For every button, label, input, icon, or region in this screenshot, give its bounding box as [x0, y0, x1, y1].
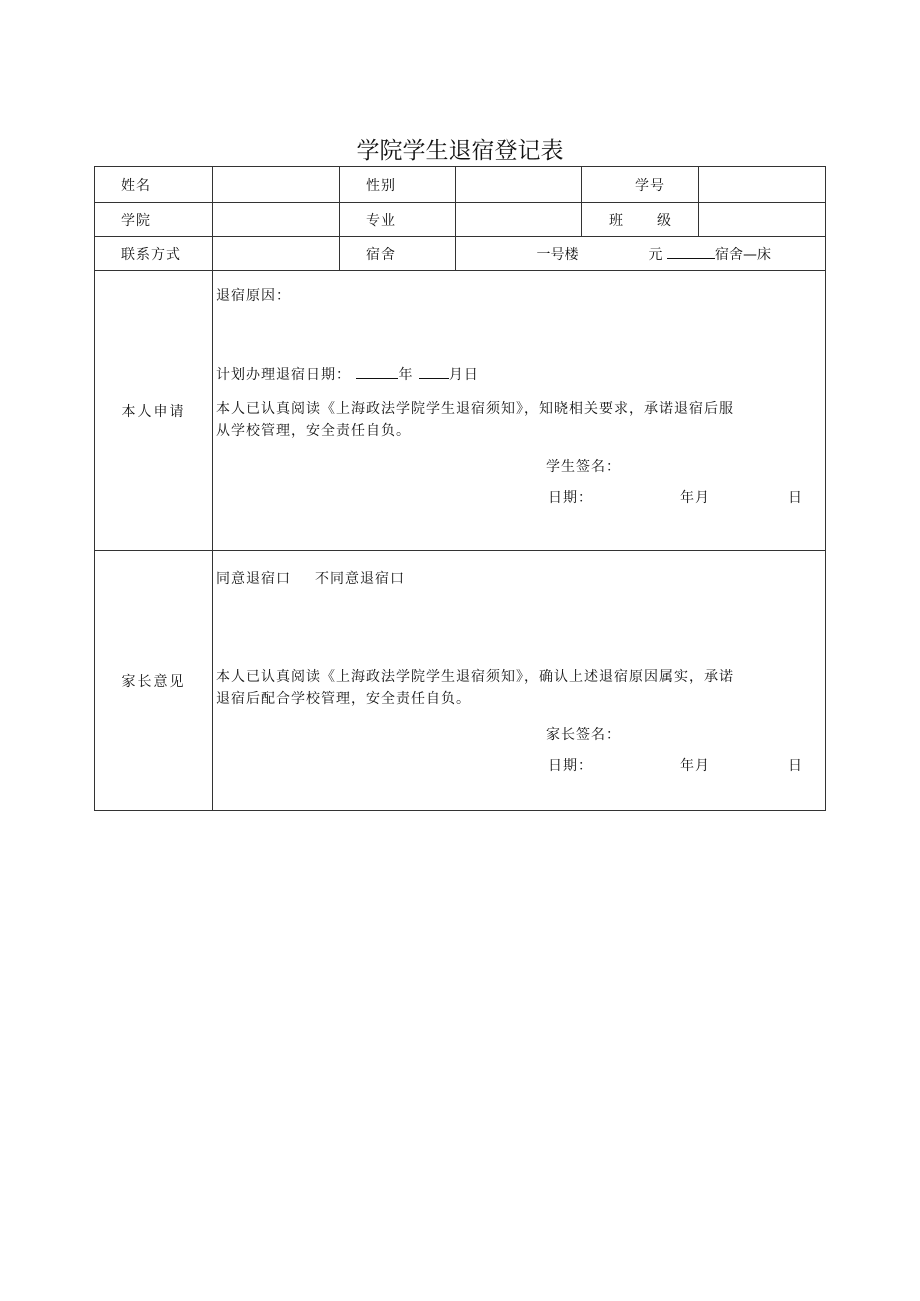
parent-signature-label: 家长签名：: [546, 727, 621, 743]
parent-date-year-month: 年月: [680, 758, 710, 774]
major-label: 专业: [340, 203, 456, 237]
row-parent: [95, 551, 826, 811]
application-content: [213, 271, 826, 551]
plan-year-blank[interactable]: [356, 366, 398, 379]
parent-statement-line1: 本人已认真阅读《上海政法学院学生退宿须知》，确认上述退宿原因属实，承诺: [216, 669, 734, 685]
class-label-suffix: 级: [657, 212, 671, 229]
name-field[interactable]: [213, 167, 340, 203]
dorm-building: 一号楼: [536, 246, 579, 263]
row-application: [95, 271, 826, 551]
dorm-label: 宿舍: [340, 237, 456, 271]
application-side-label: 本人申请: [95, 271, 213, 551]
student-signature-label: 学生签名：: [546, 459, 621, 475]
dorm-room: 宿舍: [715, 246, 743, 263]
student-date-line: [216, 487, 815, 509]
class-label: 班: [609, 212, 623, 229]
row-name: [95, 167, 826, 203]
college-label: 学院: [95, 203, 213, 237]
plan-year-label: 年: [398, 367, 414, 383]
agree-option[interactable]: 同意退宿口: [216, 571, 291, 587]
student-date-day: 日: [788, 490, 803, 506]
gender-field[interactable]: [456, 167, 582, 203]
dorm-bed: —床: [743, 246, 771, 263]
parent-date-day: 日: [788, 758, 803, 774]
disagree-option[interactable]: 不同意退宿口: [315, 571, 405, 587]
plan-date-label: 计划办理退宿日期：: [216, 367, 351, 383]
class-label-cell: [582, 203, 699, 237]
dorm-room-blank[interactable]: [667, 246, 715, 259]
application-statement-line1: 本人已认真阅读《上海政法学院学生退宿须知》，知晓相关要求，承诺退宿后服: [216, 401, 734, 417]
plan-date-line: [216, 364, 815, 386]
college-field[interactable]: [213, 203, 340, 237]
parent-date-label: 日期：: [548, 758, 593, 774]
page-title: 学院学生退宿登记表: [356, 138, 564, 164]
parent-date-line: [216, 755, 815, 777]
student-id-field[interactable]: [699, 167, 826, 203]
parent-content: [213, 551, 826, 811]
parent-statement-line2: 退宿后配合学校管理，安全责任自负。: [216, 691, 471, 707]
major-field[interactable]: [456, 203, 582, 237]
dorm-field[interactable]: [456, 237, 826, 271]
reason-label: 退宿原因：: [216, 288, 291, 304]
student-date-label: 日期：: [548, 490, 593, 506]
registration-form-table: [94, 166, 826, 811]
plan-month-blank[interactable]: [419, 366, 449, 379]
gender-label: 性别: [340, 167, 456, 203]
student-date-year-month: 年月: [680, 490, 710, 506]
contact-label: 联系方式: [95, 237, 213, 271]
parent-options-line: [216, 568, 815, 590]
row-college: [95, 203, 826, 237]
student-id-label: 学号: [582, 167, 699, 203]
row-contact: [95, 237, 826, 271]
application-statement-line2: 从学校管理，安全责任自负。: [216, 423, 411, 439]
class-field[interactable]: [699, 203, 826, 237]
dorm-unit: 元: [648, 246, 663, 263]
name-label: 姓名: [95, 167, 213, 203]
parent-side-label: 家长意见: [95, 551, 213, 811]
contact-field[interactable]: [213, 237, 340, 271]
plan-month-day-label: 月日: [448, 367, 479, 383]
